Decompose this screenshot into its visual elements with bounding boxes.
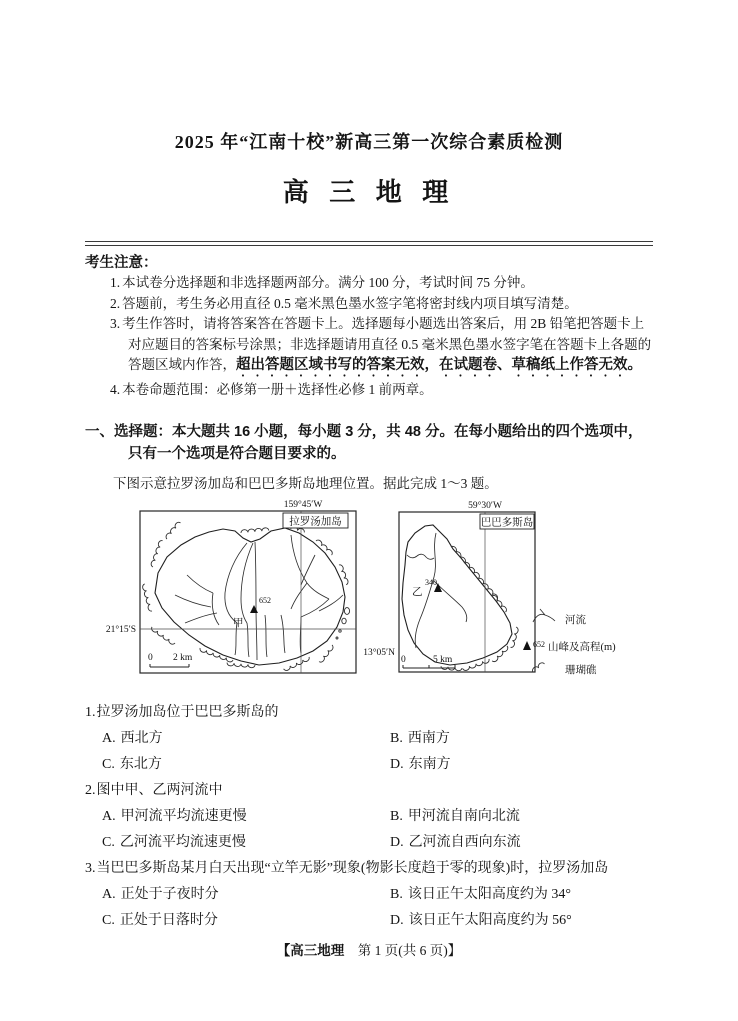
geography-figure	[95, 495, 653, 700]
parallel-label: 21°15′S	[105, 624, 136, 635]
options-row	[85, 882, 653, 908]
question-text: 拉罗汤加岛位于巴巴多斯岛的	[96, 704, 279, 720]
notice-item-4	[85, 380, 653, 401]
subject-title: 高 三 地 理	[282, 178, 456, 207]
question-stem	[85, 856, 653, 882]
options-row	[85, 726, 653, 752]
reef-legend-icon	[531, 661, 544, 671]
question-3	[85, 856, 653, 934]
item-text: 考生作答时，请将答案答在答题卡上。选择题每小题选出答案后，用 2B 铅笔把答题卡上对应题目的答案标号涂黑；非选择题请用直径 0.5 毫米黑色墨水签字笔在答题卡上各题的答题区域内作答，	[122, 316, 652, 372]
option-a: A. 甲河流平均流速更慢	[102, 808, 247, 824]
rarotonga-coastline	[155, 528, 345, 665]
item-number: 4.	[110, 382, 121, 397]
option-c: C. 东北方	[102, 756, 162, 772]
question-stem	[85, 778, 653, 804]
barbados-map	[363, 500, 535, 672]
islet	[344, 607, 349, 614]
options-row	[85, 804, 653, 830]
options-row	[85, 830, 653, 856]
islet	[336, 637, 338, 639]
notice-item-1	[85, 273, 653, 294]
question-stem	[85, 700, 653, 726]
parallel-label: 13°05′N	[363, 647, 395, 658]
item-number: 1.	[110, 275, 121, 290]
river-yi-label: 乙	[412, 586, 423, 598]
question-group-intro: 下图示意拉罗汤加岛和巴巴多斯岛地理位置。据此完成 1～3 题。	[113, 475, 498, 491]
option-b: B. 该日正午太阳高度约为 34°	[390, 886, 571, 902]
islet	[339, 629, 341, 631]
options-row	[85, 908, 653, 934]
question-2	[85, 778, 653, 856]
option-d: D. 东南方	[390, 756, 451, 772]
notice-item-3	[85, 314, 653, 380]
map-name: 拉罗汤加岛	[289, 516, 342, 527]
notice-item-2	[85, 294, 653, 315]
question-text: 当巴巴多斯岛某月白天出现“立竿无影”现象(物影长度趋于零的现象)时，拉罗汤加岛	[96, 860, 609, 876]
scale-zero: 0	[401, 654, 406, 665]
double-rule	[85, 241, 653, 246]
option-a: A. 西北方	[102, 730, 163, 746]
question-1	[85, 700, 653, 778]
option-b: B. 甲河流自南向北流	[390, 808, 520, 824]
question-number: 3.	[85, 860, 96, 876]
item-text: 本卷命题范围：必修第一册＋选择性必修 1 前两章。	[122, 382, 433, 397]
rarotonga-map	[106, 499, 356, 673]
emphasized-warning-text: 超出答题区域书写的答案无效，在试题卷、草稿纸上作答无效。	[236, 357, 642, 373]
scale-distance: 5 km	[433, 654, 453, 665]
scale-distance: 2 km	[173, 652, 193, 663]
exam-title: 2025 年“江南十校”新高三第一次综合素质检测	[174, 132, 564, 152]
question-number: 2.	[85, 782, 96, 798]
question-number: 1.	[85, 704, 96, 720]
option-b: B. 西南方	[390, 730, 450, 746]
item-number: 2.	[110, 295, 121, 311]
legend-reef-label: 珊瑚礁	[565, 664, 597, 676]
peak-elevation: 652	[259, 595, 271, 605]
option-c: C. 乙河流平均流速更慢	[102, 834, 246, 850]
map-legend	[523, 609, 616, 676]
meridian-label: 59°30′W	[468, 500, 502, 511]
item-text: 本试卷分选择题和非选择题两部分。满分 100 分，考试时间 75 分钟。	[122, 275, 534, 290]
islands-map-svg	[95, 495, 655, 695]
map-name: 巴巴多斯岛	[480, 517, 534, 528]
footer-subject: 【高三地理	[276, 942, 345, 958]
item-text: 答题前，考生务必用直径 0.5 毫米黑色墨水签字笔将密封线内项目填写清楚。	[122, 295, 578, 311]
footer-page-number: 第 1 页(共 6 页)】	[344, 942, 462, 958]
scale-zero: 0	[148, 652, 153, 663]
legend-river-label: 河流	[565, 614, 586, 626]
option-a: A. 正处于子夜时分	[102, 886, 219, 902]
river-jia-label: 甲	[233, 617, 244, 629]
option-d: D. 乙河流自西向东流	[390, 834, 521, 850]
page-footer	[85, 939, 653, 959]
peak-elevation: 340	[425, 577, 437, 587]
item-number: 3.	[110, 316, 121, 331]
legend-peak-value: 652	[533, 639, 545, 649]
option-d: D. 该日正午太阳高度约为 56°	[390, 912, 572, 928]
notice-heading: 考生注意：	[85, 255, 158, 271]
islet	[342, 618, 346, 624]
legend-peak-label: 山峰及高程(m)	[548, 641, 616, 653]
meridian-label: 159°45′W	[283, 499, 323, 510]
peak-legend-icon	[523, 641, 531, 650]
river-legend-icon	[533, 609, 555, 622]
option-c: C. 正处于日落时分	[102, 912, 218, 928]
question-text: 图中甲、乙两河流中	[96, 782, 223, 798]
page-content	[0, 128, 738, 959]
section-heading: 一、选择题：本大题共 16 小题，每小题 3 分，共 48 分。在每小题给出的四个选项中，只有一个选项是符合题目要求的。	[85, 423, 643, 462]
options-row	[85, 752, 653, 778]
